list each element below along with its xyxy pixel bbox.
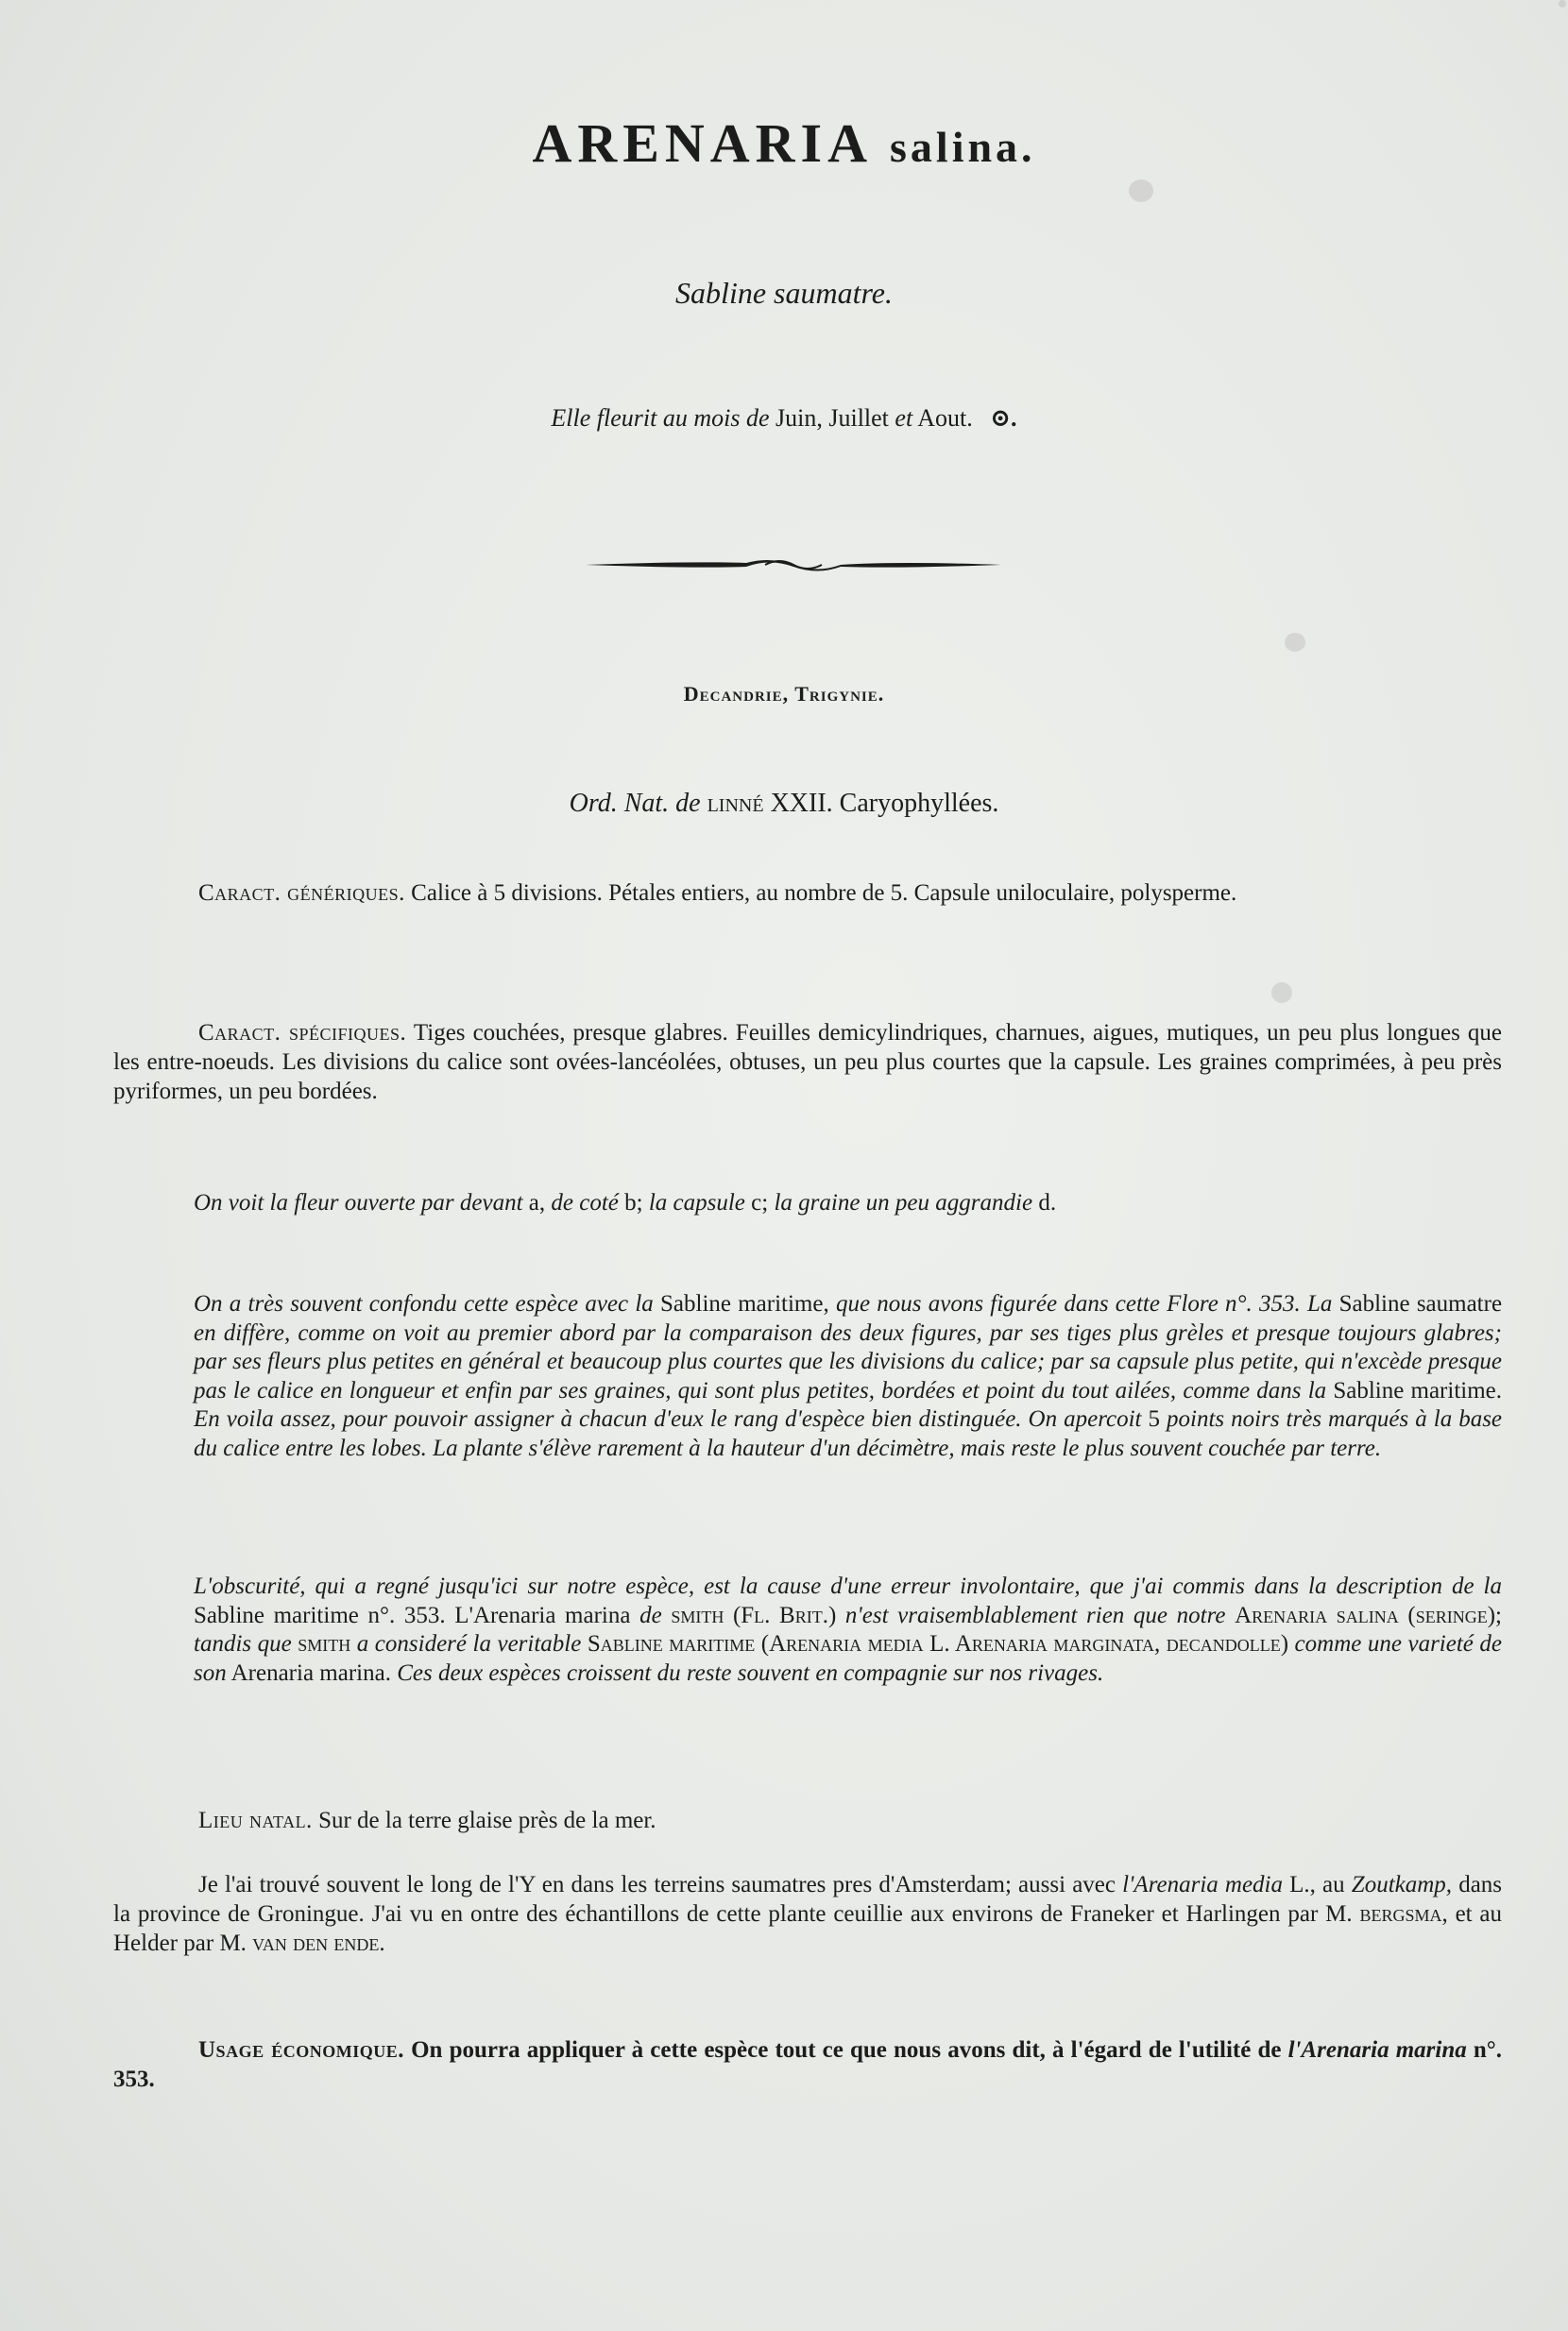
locality-text: L., au xyxy=(1289,1872,1345,1897)
plant-name: l'Arenaria marina xyxy=(1287,2037,1467,2063)
paper-stain xyxy=(1559,0,1566,8)
specific-characters xyxy=(113,1018,1502,1106)
author-name: smith xyxy=(298,1631,351,1657)
order-family: XXII. Caryophyllées. xyxy=(770,789,999,818)
annual-symbol: ⊙. xyxy=(990,404,1017,432)
remark-text: La xyxy=(1306,1291,1333,1317)
figure-legend xyxy=(194,1188,1502,1217)
remark-text: comme une varieté de son xyxy=(194,1631,1502,1686)
figure-legend-text: la capsule xyxy=(648,1190,745,1216)
figure-legend-text: la graine un peu aggrandie xyxy=(774,1190,1033,1216)
plant-name: Sabline maritime. xyxy=(1333,1377,1503,1404)
generic-characters-text: Calice à 5 divisions. Pétales entiers, au nombre de 5. Capsule uniloculaire, polysperme. xyxy=(411,880,1237,906)
natural-order xyxy=(0,789,1568,819)
flowering-intro: Elle fleurit au mois de xyxy=(551,404,770,432)
locality-text: Je l'ai trouvé souvent le long de l'Y en dans les terreins saumatres pres d'Amsterdam; aussi avec xyxy=(198,1872,1116,1897)
plant-name: Arenaria salina (seringe); xyxy=(1235,1602,1502,1628)
flowering-period xyxy=(0,404,1568,433)
page-title xyxy=(0,111,1568,175)
native-habitat xyxy=(113,1806,1502,1835)
figure-legend-text: On voit la fleur ouverte par devant xyxy=(194,1190,523,1216)
figure-letter: a, xyxy=(528,1190,546,1216)
remark-text: En voila assez, pour pouvoir assigner à chacun d'eux le rang d'espèce bien distinguée. On apercoit xyxy=(194,1406,1142,1432)
collector-name: van den ende. xyxy=(252,1931,385,1956)
common-name: Sabline saumatre. xyxy=(675,276,893,310)
specific-characters-text: Tiges couchées, presque glabres. Feuilles demicylindriques, charnues, aigues, mutiques, un peu plus longues que les entre-noeuds. Les divisions du calice sont ovées-lancéolées, obtuses, un peu plus courtes que la capsule. Les graines comprimées, à peu près pyriformes, un peu bordées. xyxy=(113,1020,1502,1104)
remark-text: a consideré la veritable xyxy=(356,1631,582,1657)
flowering-last-month: Aout. xyxy=(917,404,973,432)
figure-letter: c; xyxy=(751,1190,769,1216)
locality-text: dans la province de Groningue. J'ai vu en ontre des échantillons de cette plante ceuillie aux environs de Franeker et Harlingen par M. xyxy=(113,1872,1503,1927)
count-number: 5 xyxy=(1148,1406,1161,1432)
localities-paragraph xyxy=(113,1870,1502,1958)
locality-text: et au Helder par M. xyxy=(113,1901,1503,1956)
specific-characters-label: Caract. spécifiques. xyxy=(198,1020,407,1046)
economic-use xyxy=(113,2035,1502,2094)
remark-text: que nous avons figurée dans cette Flore n°. 353. xyxy=(835,1291,1301,1317)
genus-name: ARENARIA xyxy=(532,112,874,174)
plant-name: l'Arenaria media xyxy=(1122,1872,1283,1897)
remark-text: points noirs très marqués à la base du calice entre les lobes. La plante s'élève rarement à la hauteur d'un décimètre, mais reste le plus souvent couchée par terre. xyxy=(194,1406,1503,1461)
remark-text: de xyxy=(639,1602,662,1628)
remark-text: tandis que xyxy=(194,1631,292,1657)
remarks-paragraph-2 xyxy=(194,1573,1502,1688)
economic-use-text: n°. 353. xyxy=(113,2037,1503,2092)
native-habitat-label: Lieu natal. xyxy=(198,1808,313,1833)
author-reference: smith (Fl. Brit.) xyxy=(671,1602,837,1628)
economic-use-text: On pourra appliquer à cette espèce tout ce que nous avons dit, à l'égard de l'utilité de xyxy=(411,2037,1282,2063)
remark-text: n'est vraisemblablement rien que notre xyxy=(844,1602,1226,1628)
plant-name: Sabline maritime (Arenaria media L. Arenaria marginata, decandolle) xyxy=(587,1631,1289,1657)
remark-text: en diffère, comme on voit au premier abord par la comparaison des deux figures, par ses tiges plus grèles et presque toujours glabres; par ses fleurs plus petites en général et beaucoup plus courtes que les divisions du calice; par sa capsule plus petite, qui n'excède presque pas le calice en longueur et enfin par ses graines, qui sont plus petites, bordées et point du tout ailées, comme dans la xyxy=(194,1319,1502,1404)
plant-name: Sabline saumatre xyxy=(1338,1291,1503,1317)
generic-characters-label: Caract. génériques. xyxy=(198,880,405,906)
order-prefix: Ord. Nat. de xyxy=(569,789,701,818)
remark-text: Ces deux espèces croissent du reste souvent en compagnie sur nos rivages. xyxy=(397,1659,1104,1686)
generic-characters xyxy=(113,878,1502,908)
plant-name: Sabline maritime, xyxy=(660,1291,829,1317)
paper-stain xyxy=(1271,982,1292,1003)
collector-name: bergsma, xyxy=(1359,1901,1448,1927)
economic-use-label: Usage économique. xyxy=(198,2037,404,2063)
flowering-conjunction: et xyxy=(895,404,913,432)
paper-stain xyxy=(1129,179,1153,202)
order-author: linné xyxy=(707,789,764,818)
species-epithet: salina. xyxy=(890,123,1036,171)
figure-letter: d. xyxy=(1038,1190,1057,1216)
native-habitat-text: Sur de la terre glaise près de la mer. xyxy=(318,1808,656,1833)
plant-name: Arenaria marina. xyxy=(230,1659,391,1686)
figure-legend-text: de coté xyxy=(551,1190,619,1216)
remarks-paragraph-1 xyxy=(194,1290,1502,1463)
ornament-divider xyxy=(586,553,1001,577)
remark-text: L'obscurité, qui a regné jusqu'ici sur notre espèce, est la cause d'une erreur involontaire, que j'ai commis dans la description de la xyxy=(194,1574,1502,1599)
remark-text: On a très souvent confondu cette espèce avec la xyxy=(194,1291,654,1317)
paper-stain xyxy=(1285,633,1305,652)
flowering-months: Juin, Juillet xyxy=(775,404,889,432)
linnaean-class: Decandrie, Trigynie. xyxy=(683,682,885,706)
place-name: Zoutkamp, xyxy=(1351,1872,1453,1897)
plant-name: Sabline maritime n°. 353. L'Arenaria marina xyxy=(194,1602,631,1628)
figure-letter: b; xyxy=(624,1190,643,1216)
